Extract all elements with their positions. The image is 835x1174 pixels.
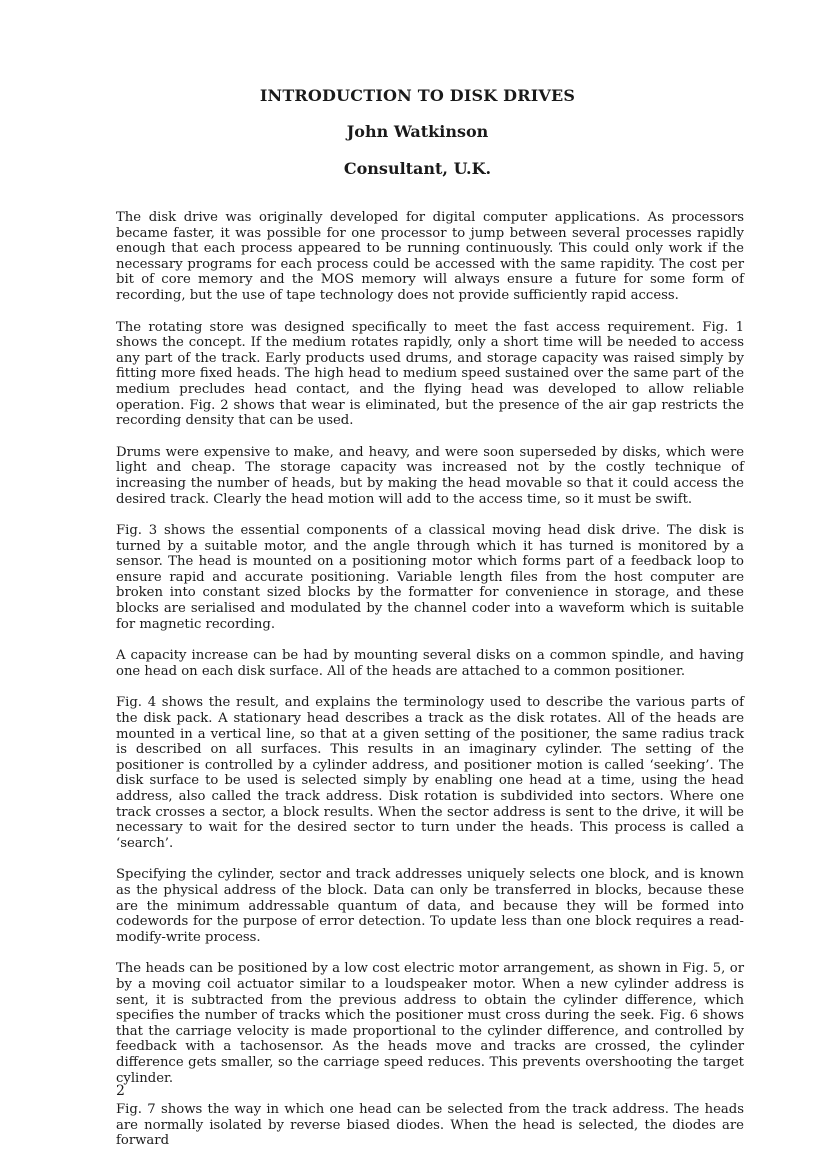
author-affiliation: Consultant, U.K. [343,159,492,178]
paragraph: Fig. 3 shows the essential components of a classical moving head disk drive. The disk is turned by a suitable motor, and the angle through which it has turned is monitored by a sensor. The head is mounted on a positioning motor which forms part of a feedback loop to ensure rapid and accurate positioning. Variable length files from the host computer are broken into constant sized blocks by the formatter for convenience in storage, and these blocks are serialised and modulated by the channel coder into a waveform which is suitable for magnetic recording. [116,523,744,632]
paragraph: Fig. 4 shows the result, and explains the terminology used to describe the various parts of the disk pack. A stationary head describes a track as the disk rotates. All of the heads are mounted in a vertical line, so that at a given setting of the positioner, the same radius track is described on all surfaces. This results in an imaginary cylinder. The setting of the positioner is controlled by a cylinder address, and positioner motion is called ‘seeking’. The disk surface to be used is selected simply by enabling one head at a time, using the head address, also called the track address. Disk rotation is subdivided into sectors. Where one track crosses a sector, a block results. When the sector address is sent to the drive, it will be necessary to wait for the desired sector to turn under the heads. This process is called a ‘search’. [116,695,744,851]
paragraph: Fig. 7 shows the way in which one head can be selected from the track address. The heads are normally isolated by reverse biased diodes. When the head is selected, the diodes are forward [116,1102,744,1149]
page-number: 2 [116,1083,125,1099]
paper-title: INTRODUCTION TO DISK DRIVES [259,86,576,105]
paragraph: Specifying the cylinder, sector and track addresses uniquely selects one block, and is known as the physical address of the block. Data can only be transferred in blocks, because these are the minimum addressable quantum of data, and because they will be formed into codewords for the purpose of error detection. To update less than one block requires a read-modify-write process. [116,867,744,945]
paragraph: The heads can be positioned by a low cost electric motor arrangement, as shown in Fig. 5, or by a moving coil actuator similar to a loudspeaker motor. When a new cylinder address is sent, it is subtracted from the previous address to obtain the cylinder difference, which specifies the number of tracks which the positioner must cross during the seek. Fig. 6 shows that the carriage velocity is made proportional to the cylinder difference, and controlled by feedback with a tachosensor. As the heads move and tracks are crossed, the cylinder difference gets smaller, so the carriage speed reduces. This prevents overshooting the target cylinder. [116,961,744,1086]
paragraph: Drums were expensive to make, and heavy, and were soon superseded by disks, which were light and cheap. The storage capacity was increased not by the costly technique of increasing the number of heads, but by making the head movable so that it could access the desired track. Clearly the head motion will add to the access time, so it must be swift. [116,444,744,507]
body-text [116,210,744,1165]
paragraph: A capacity increase can be had by mounting several disks on a common spindle, and having one head on each disk surface. All of the heads are attached to a common positioner. [116,648,744,679]
paragraph: The disk drive was originally developed for digital computer applications. As processors became faster, it was possible for one processor to jump between several processes rapidly enough that each process appeared to be running continuously. This could only work if the necessary programs for each process could be accessed with the same rapidity. The cost per bit of core memory and the MOS memory will always ensure a future for some form of recording, but the use of tape technology does not provide sufficiently rapid access. [116,210,744,303]
paragraph: The rotating store was designed specifically to meet the fast access requirement. Fig. 1 shows the concept. If the medium rotates rapidly, only a short time will be needed to access any part of the track. Early products used drums, and storage capacity was raised simply by fitting more fixed heads. The high head to medium speed sustained over the same part of the medium precludes head contact, and the flying head was developed to allow reliable operation. Fig. 2 shows that wear is eliminated, but the presence of the air gap restricts the recording density that can be used. [116,319,744,429]
author-name: John Watkinson [346,122,489,141]
